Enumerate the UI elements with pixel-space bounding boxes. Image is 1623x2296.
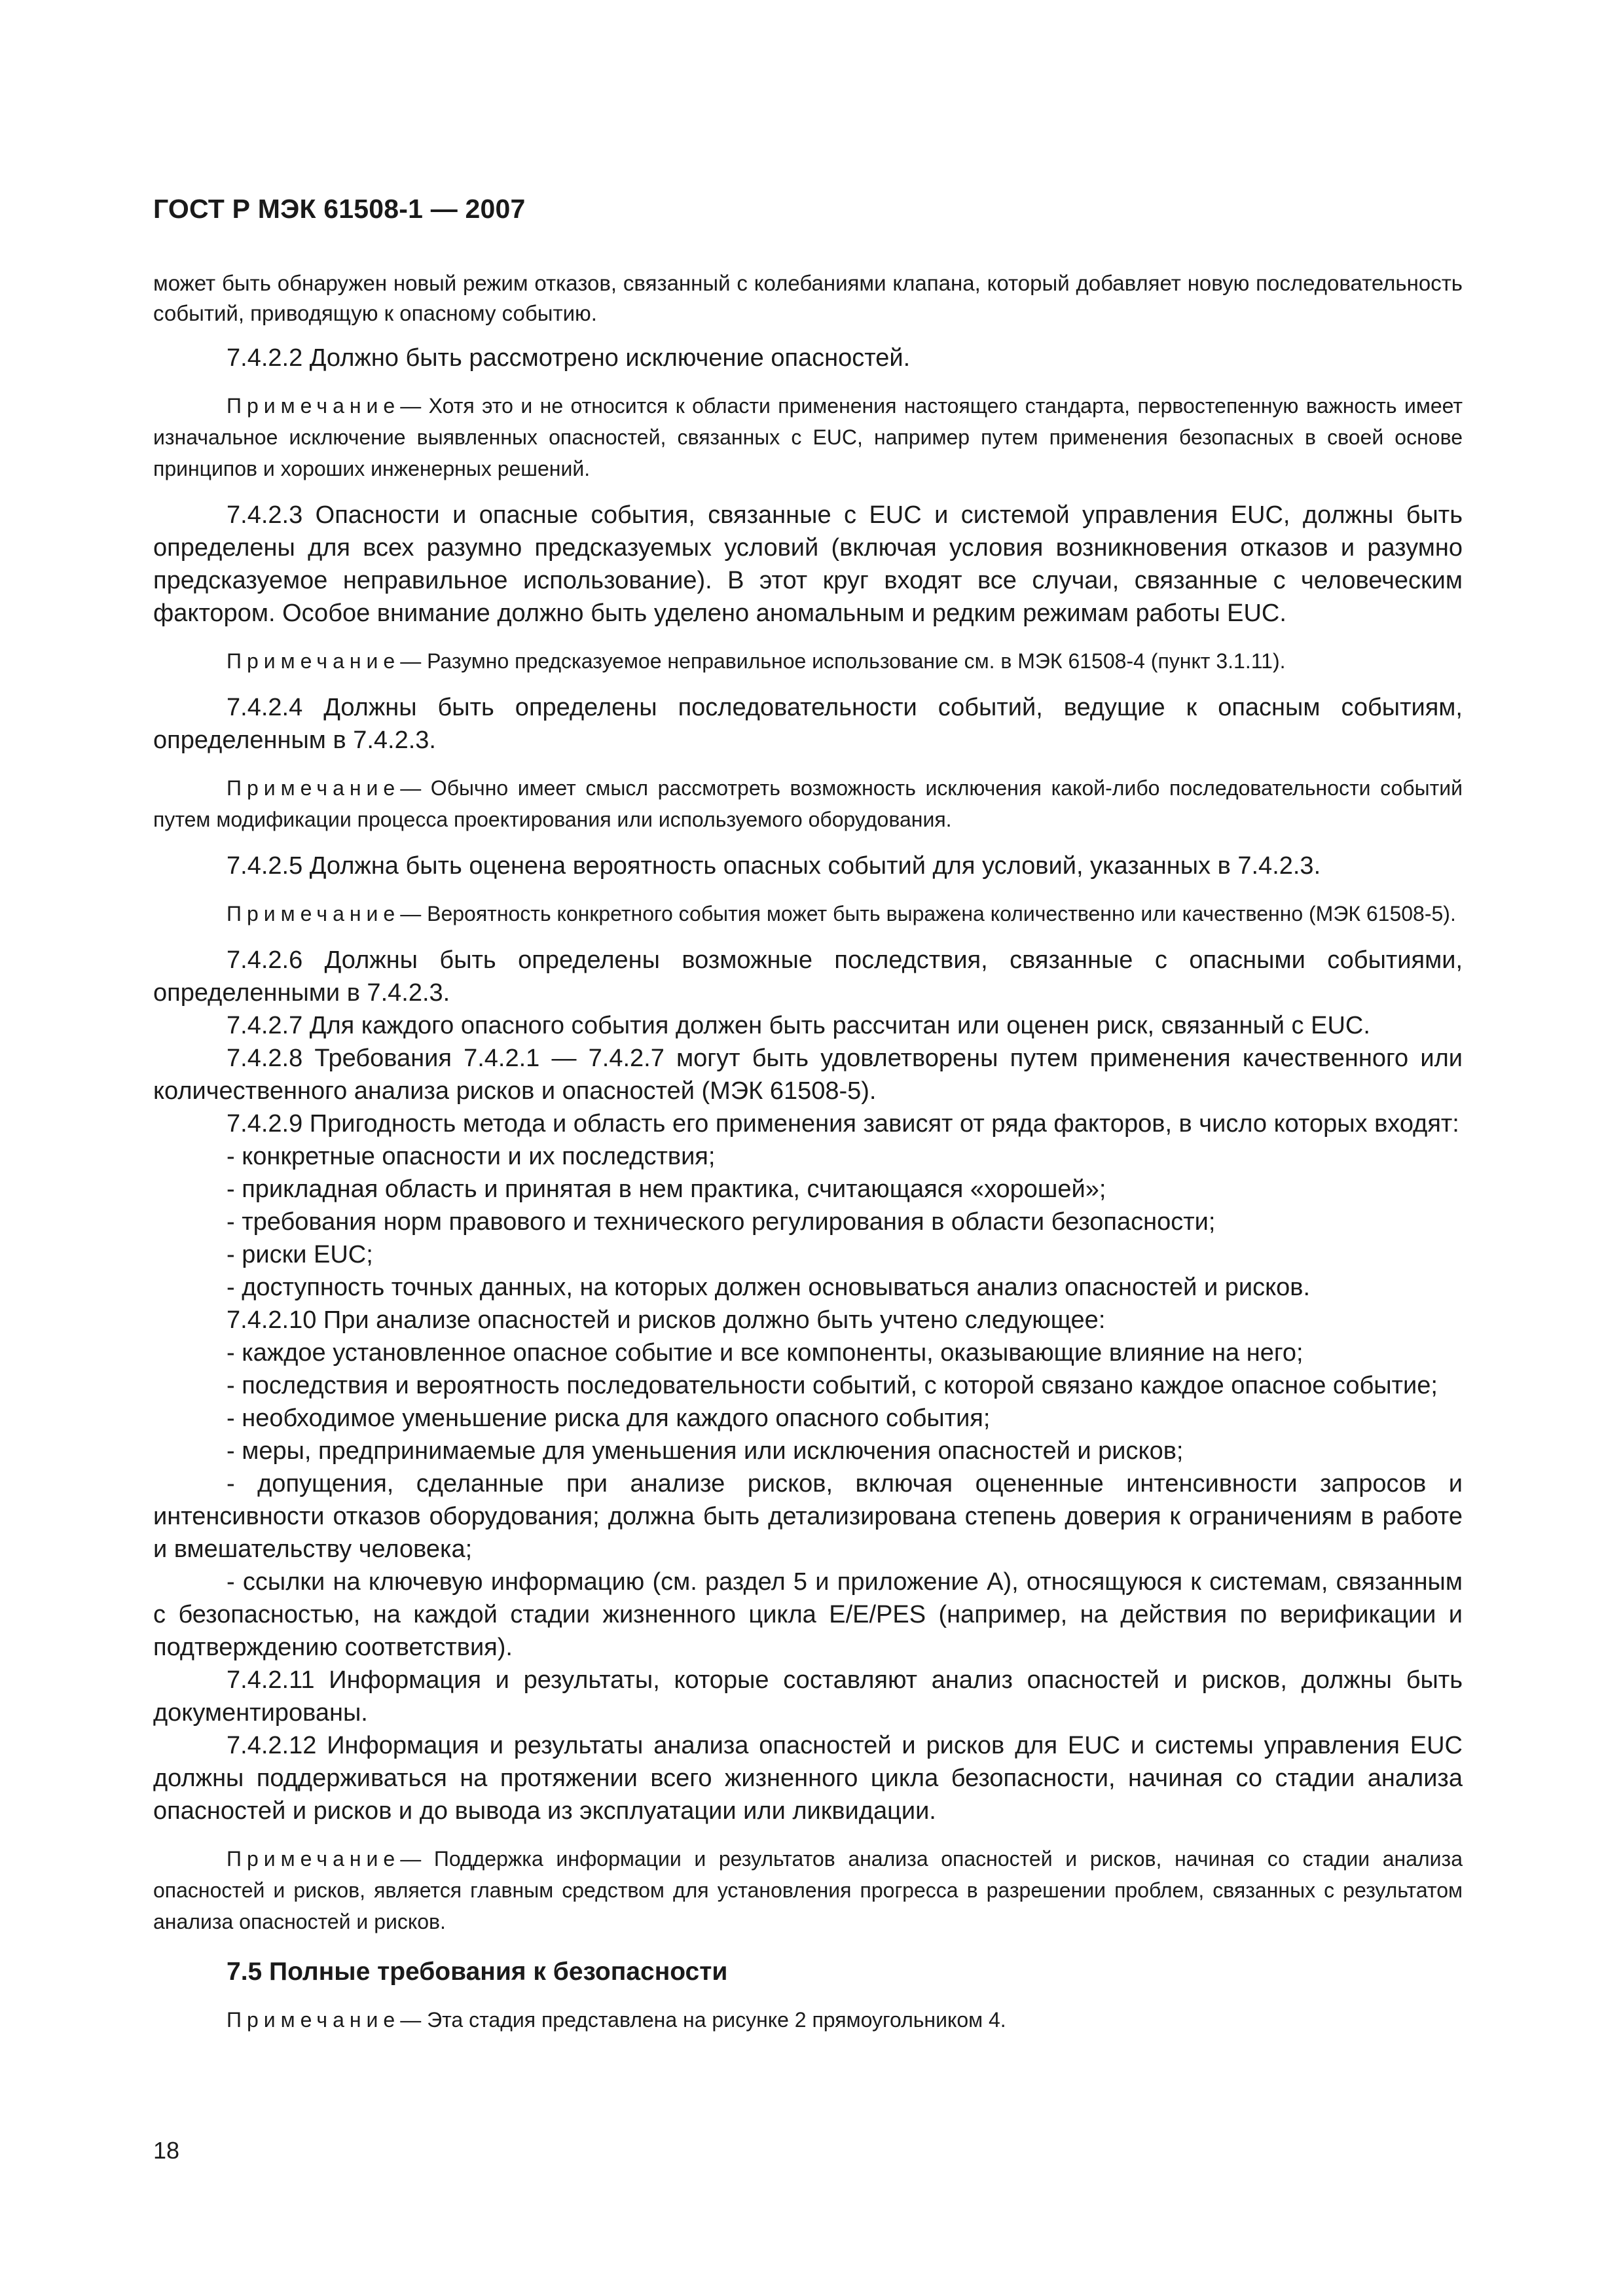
- list-item: - доступность точных данных, на которых должен основываться анализ опасностей и рисков.: [227, 1274, 1311, 1301]
- intro-paragraph: может быть обнаружен новый режим отказов, связанный с колебаниями клапана, который добавляет новую последовательность событий, приводящую к опасному событию.: [153, 271, 1463, 325]
- list-item: - последствия и вероятность последовательности событий, с которой связано каждое опасное событие;: [227, 1372, 1438, 1399]
- document-body: [153, 268, 1463, 2050]
- note-text: — Разумно предсказуемое неправильное использование см. в МЭК 61508-4 (пункт 3.1.11).: [400, 649, 1286, 673]
- note-label: Примечание: [227, 394, 401, 418]
- clause-7-4-2-8: 7.4.2.8 Требования 7.4.2.1 — 7.4.2.7 могут быть удовлетворены путем применения качественного или количественного анализа рисков и опасностей (МЭК 61508-5).: [153, 1045, 1463, 1105]
- clause-7-4-2-7: 7.4.2.7 Для каждого опасного события должен быть рассчитан или оценен риск, связанный с EUC.: [227, 1012, 1370, 1039]
- note-label: Примечание: [227, 902, 401, 925]
- clause-7-4-2-11: 7.4.2.11 Информация и результаты, которые составляют анализ опасностей и рисков, должны быть документированы.: [153, 1666, 1463, 1727]
- note-3: [153, 772, 1463, 835]
- note-2: [153, 645, 1463, 677]
- list-item: - меры, предпринимаемые для уменьшения или исключения опасностей и рисков;: [227, 1437, 1184, 1465]
- list-item: - конкретные опасности и их последствия;: [227, 1143, 716, 1170]
- page-header-title: ГОСТ Р МЭК 61508-1 — 2007: [153, 194, 526, 224]
- note-text: — Хотя это и не относится к области применения настоящего стандарта, первостепенную важность имеет изначальное исключение выявленных опасностей, связанных с EUC, например путем применения безопасных в своей основе принципов и хороших инженерных решений.: [153, 394, 1463, 480]
- note-label: Примечание: [227, 776, 401, 800]
- note-text: — Поддержка информации и результатов анализа опасностей и рисков, начиная со стадии анализа опасностей и рисков, является главным средством для установления прогресса в разрешении проблем, связанных с результатом анализа опасностей и рисков.: [153, 1847, 1463, 1933]
- note-1: [153, 390, 1463, 484]
- list-item: - каждое установленное опасное событие и все компоненты, оказывающие влияние на него;: [227, 1339, 1304, 1367]
- note-label: Примечание: [227, 1847, 401, 1871]
- clause-7-4-2-2: 7.4.2.2 Должно быть рассмотрено исключение опасностей.: [227, 344, 911, 372]
- page-number: 18: [153, 2137, 180, 2164]
- clause-7-4-2-10: 7.4.2.10 При анализе опасностей и рисков должно быть учтено следующее:: [227, 1306, 1106, 1334]
- note-text: — Эта стадия представлена на рисунке 2 прямоугольником 4.: [400, 2008, 1006, 2032]
- note-label: Примечание: [227, 2008, 401, 2032]
- note-label: Примечание: [227, 649, 401, 673]
- note-text: — Обычно имеет смысл рассмотреть возможность исключения какой-либо последовательности событий путем модификации процесса проектирования или используемого оборудования.: [153, 776, 1463, 831]
- clause-7-4-2-12: 7.4.2.12 Информация и результаты анализа опасностей и рисков для EUC и системы управления EUC должны поддерживаться на протяжении всего жизненного цикла безопасности, начиная со стадии анализа опасностей и рисков и до вывода из эксплуатации или ликвидации.: [153, 1732, 1463, 1825]
- list-item: - риски EUC;: [227, 1241, 373, 1268]
- list-item: - ссылки на ключевую информацию (см. раздел 5 и приложение А), относящуюся к системам, связанным с безопасностью, на каждой стадии жизненного цикла E/E/PES (например, на действия по верификации и подтверждению соответствия).: [153, 1568, 1463, 1661]
- clause-7-4-2-9: 7.4.2.9 Пригодность метода и область его применения зависят от ряда факторов, в число которых входят:: [227, 1110, 1459, 1138]
- list-item: - необходимое уменьшение риска для каждого опасного события;: [227, 1405, 991, 1432]
- clause-7-4-2-5: 7.4.2.5 Должна быть оценена вероятность опасных событий для условий, указанных в 7.4.2.3.: [227, 852, 1321, 880]
- list-item: - требования норм правового и технического регулирования в области безопасности;: [227, 1208, 1216, 1236]
- clause-7-4-2-6: 7.4.2.6 Должны быть определены возможные последствия, связанные с опасными событиями, определенными в 7.4.2.3.: [153, 946, 1463, 1007]
- note-5: [153, 1843, 1463, 1937]
- section-heading-7-5: 7.5 Полные требования к безопасности: [227, 1958, 728, 1986]
- clause-7-4-2-4: 7.4.2.4 Должны быть определены последовательности событий, ведущие к опасным событиям, определенным в 7.4.2.3.: [153, 694, 1463, 754]
- list-item: - допущения, сделанные при анализе рисков, включая оцененные интенсивности запросов и интенсивности отказов оборудования; должна быть детализирована степень доверия к ограничениям в работе и вмешательству человека;: [153, 1470, 1463, 1563]
- note-text: — Вероятность конкретного события может быть выражена количественно или качественно (МЭК 61508-5).: [400, 902, 1456, 925]
- list-item: - прикладная область и принятая в нем практика, считающаяся «хорошей»;: [227, 1175, 1106, 1203]
- clause-7-4-2-3: 7.4.2.3 Опасности и опасные события, связанные с EUC и системой управления EUC, должны быть определены для всех разумно предсказуемых условий (включая условия возникновения отказов и разумно предсказуемое неправильное использование). В этот круг входят все случаи, связанные с человеческим фактором. Особое внимание должно быть уделено аномальным и редким режимам работы EUC.: [153, 501, 1463, 627]
- note-4: [153, 898, 1463, 929]
- note-6: [153, 2004, 1463, 2036]
